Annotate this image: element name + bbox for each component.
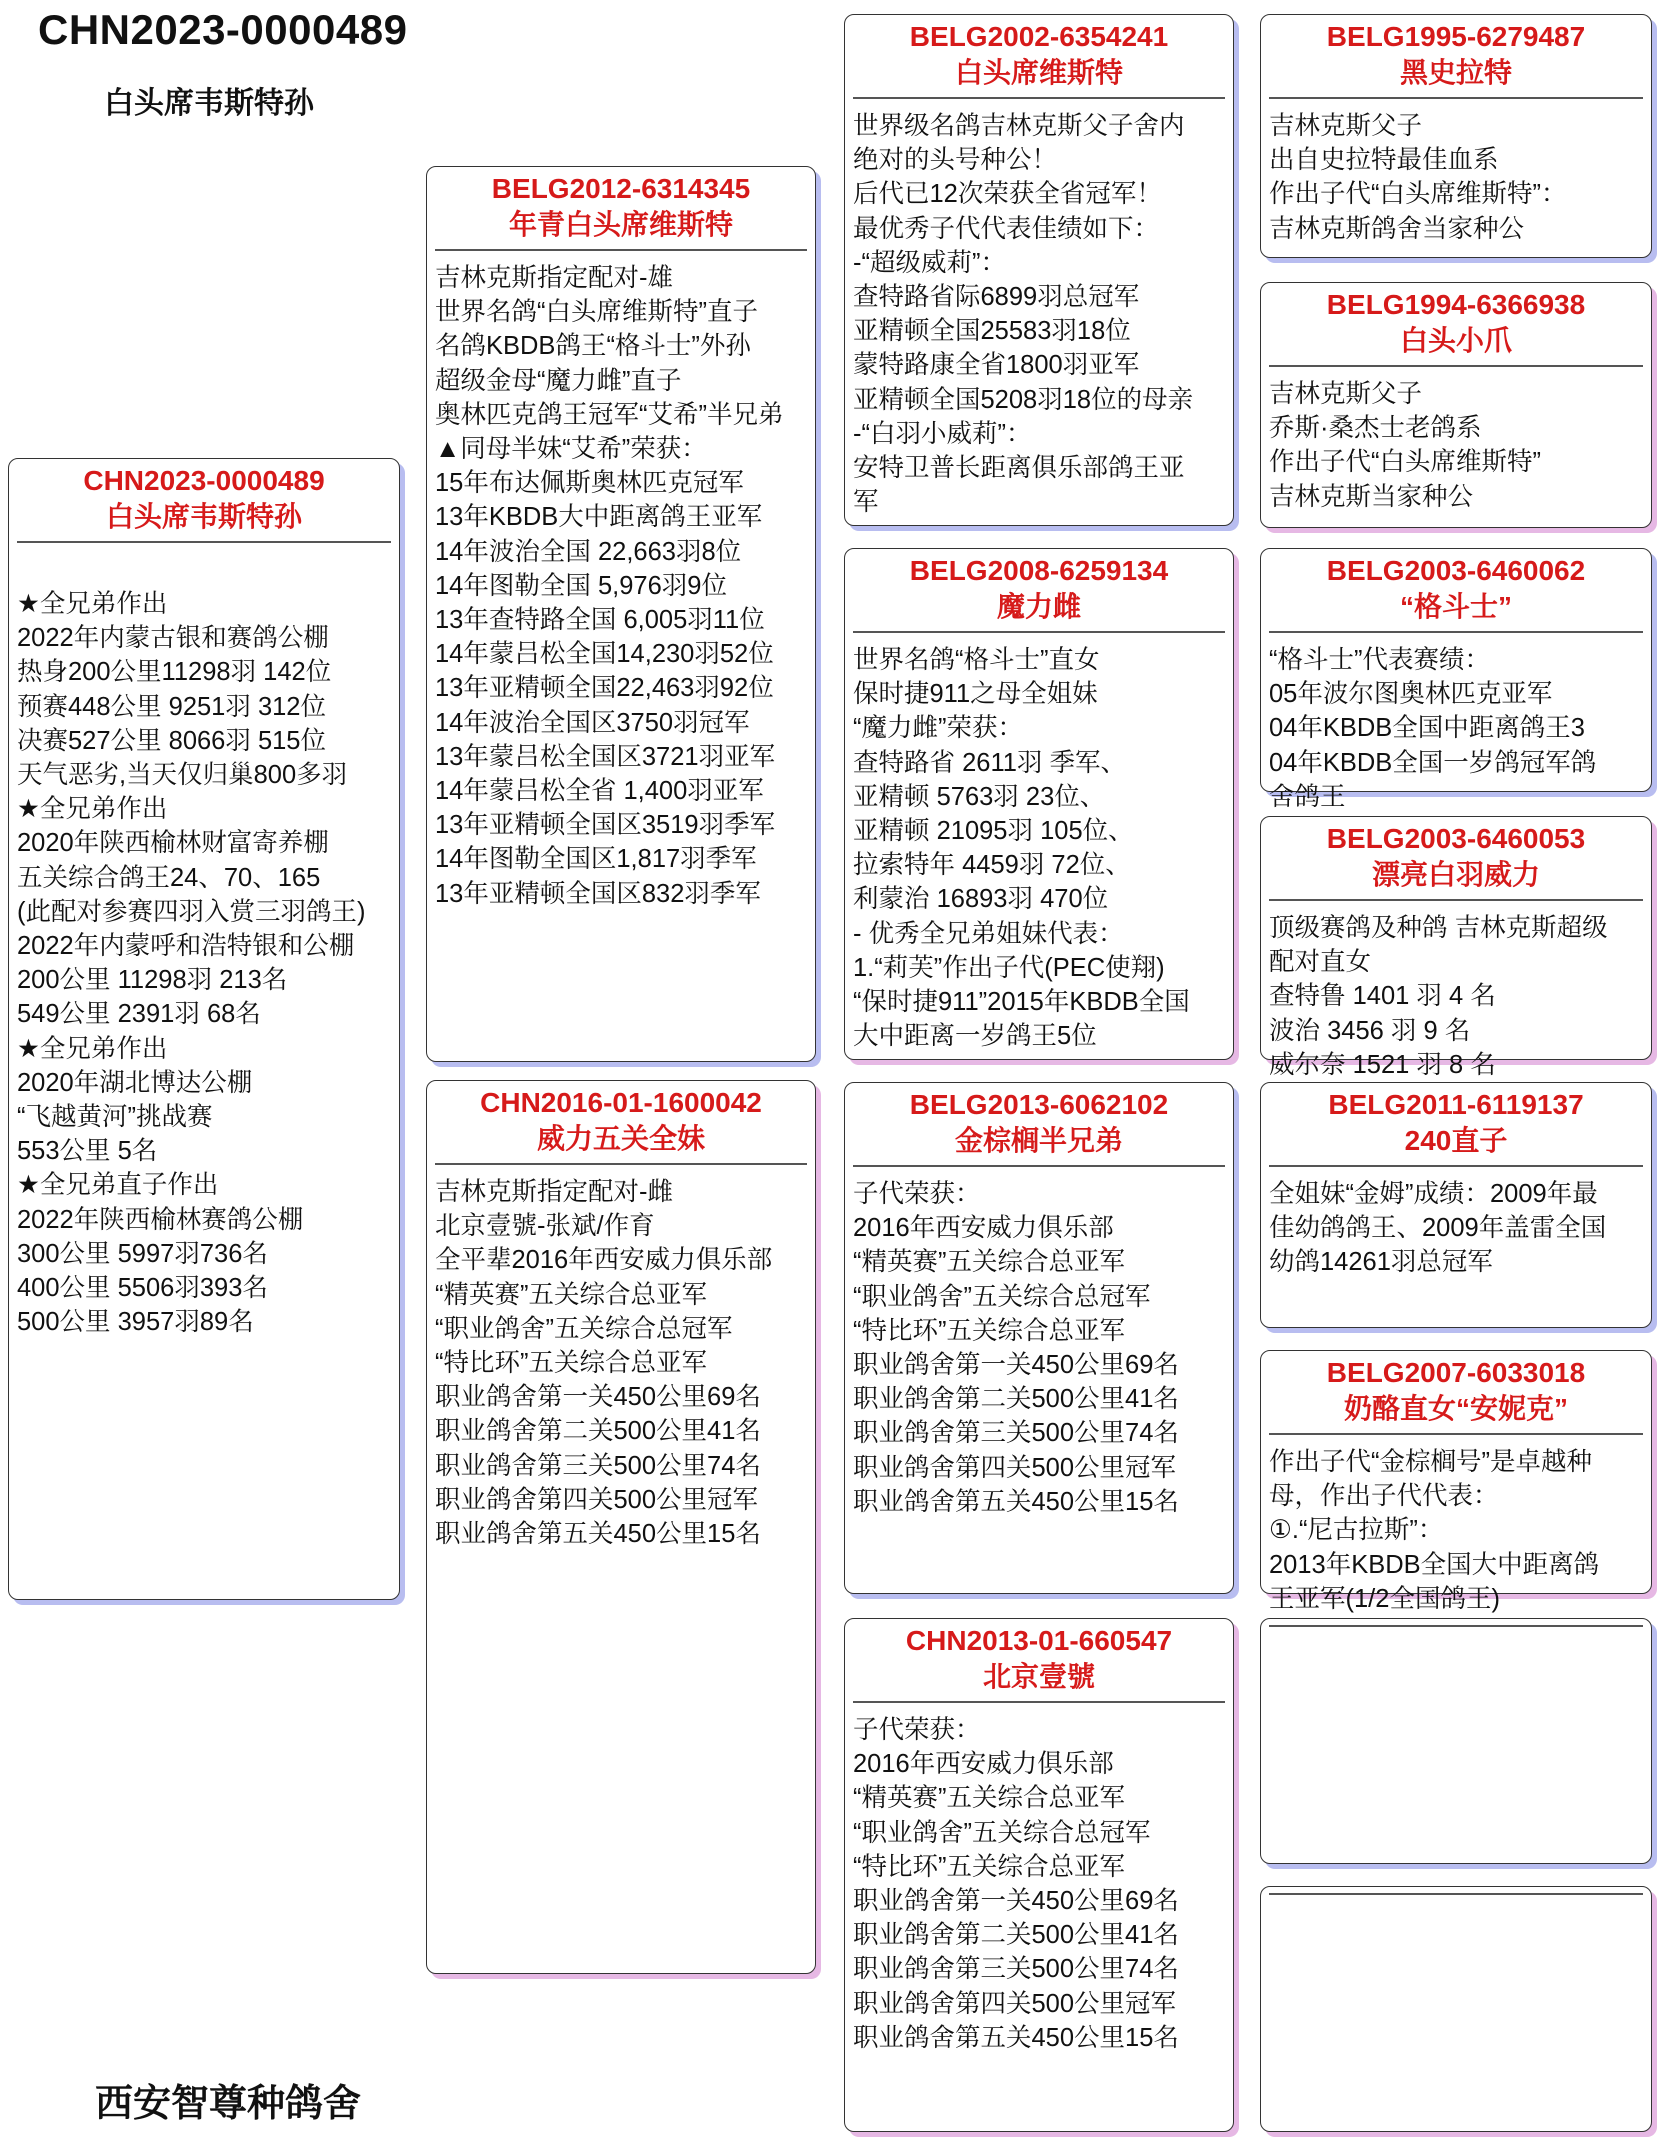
performance-notes xyxy=(9,553,399,1339)
note-line: 吉林克斯父子 xyxy=(1269,112,1423,140)
note-line: 奥林匹克鸽王冠军“艾希”半兄弟 xyxy=(435,400,784,429)
note-line: ★全兄弟作出 xyxy=(17,795,168,824)
ring-number: CHN2016-01-1600042 xyxy=(480,1087,762,1118)
note-line: 五关综合鸽王24、70、165 xyxy=(17,863,321,892)
note-line: 职业鸽舍第一关450公里69名 xyxy=(435,1383,761,1412)
ring-number: BELG2007-6033018 xyxy=(1326,1357,1586,1388)
note-line: 舍鸽王 xyxy=(1269,782,1346,811)
note-line: 吉林克斯指定配对-雄 xyxy=(435,264,673,292)
note-line: 全平辈2016年西安威力俱乐部 xyxy=(435,1246,773,1275)
note-line: 职业鸽舍第二关500公里41名 xyxy=(853,1921,1179,1950)
bird-name: 白头席韦斯特孙 xyxy=(105,501,302,532)
loft-name: 西安智尊种鸽舍 xyxy=(95,2083,362,2125)
note-line: 13年亚精顿全国22,463羽92位 xyxy=(435,674,774,703)
divider xyxy=(1269,631,1643,633)
note-line: 亚精顿全国25583羽18位 xyxy=(853,317,1131,346)
note-line: 200公里 11298羽 213名 xyxy=(17,966,288,995)
note-line: 超级金母“魔力雌”直子 xyxy=(435,366,682,395)
performance-notes xyxy=(1261,643,1651,814)
note-line: 查特路省 2611羽 季军、 xyxy=(853,748,1127,777)
note-line: 作出子代“白头席维斯特”： xyxy=(1269,180,1567,209)
note-line: 幼鸽14261羽总冠军 xyxy=(1269,1248,1493,1277)
note-line: 05年波尔图奥林匹克亚军 xyxy=(1269,680,1553,709)
note-line: “保时捷911”2015年KBDB全国 xyxy=(853,988,1190,1017)
note-line: “飞越黄河”挑战赛 xyxy=(17,1103,213,1132)
divider xyxy=(435,249,807,251)
note-line: 2020年陕西榆林财富寄养棚 xyxy=(17,829,329,858)
note-line: 职业鸽舍第五关450公里15名 xyxy=(853,2023,1179,2052)
bird-name: 240直子 xyxy=(1404,1125,1508,1156)
divider xyxy=(1269,1625,1643,1627)
bird-name: 黑史拉特 xyxy=(1399,57,1512,88)
note-line: 549公里 2391羽 68名 xyxy=(17,1000,261,1029)
performance-notes xyxy=(845,1177,1233,1519)
note-line: 利蒙治 16893羽 470位 xyxy=(853,885,1109,914)
performance-notes xyxy=(1261,1177,1651,1280)
ds-dam-card xyxy=(1260,1350,1652,1613)
note-line: 亚精顿 21095羽 105位、 xyxy=(853,817,1134,846)
note-line: 名鸽KBDB鸽王“格斗士”外孙 xyxy=(435,332,751,361)
bird-name: 北京壹號 xyxy=(982,1661,1095,1692)
note-line: 全姐妹“金姆”成绩：2009年最 xyxy=(1269,1180,1598,1208)
note-line: 2013年KBDB全国大中距离鸽 xyxy=(1269,1550,1600,1579)
dd-dam-card xyxy=(1260,1886,1652,2132)
ss-dam-card xyxy=(1260,282,1652,528)
note-line: (此配对参赛四羽入赏三羽鸽王) xyxy=(17,897,366,926)
note-line: 04年KBDB全国中距离鸽王3 xyxy=(1269,714,1585,743)
note-line: 职业鸽舍第二关500公里41名 xyxy=(435,1417,761,1446)
ring-number: BELG2012-6314345 xyxy=(491,173,751,204)
sd-dam-card xyxy=(1260,816,1652,1079)
note-line: 配对直女 xyxy=(1269,948,1372,977)
note-line: 2016年西安威力俱乐部 xyxy=(853,1214,1114,1243)
note-line: 400公里 5506羽393名 xyxy=(17,1274,268,1303)
sire-sire-card xyxy=(844,14,1234,526)
note-line: 蒙特路康全省1800羽亚军 xyxy=(853,351,1140,380)
performance-notes xyxy=(1261,377,1651,514)
note-line: 世界名鸽“白头席维斯特”直子 xyxy=(435,298,758,327)
note-line: 子代荣获： xyxy=(853,1180,981,1208)
divider xyxy=(853,97,1225,99)
note-line: 北京壹號-张斌/作育 xyxy=(435,1212,655,1241)
note-line: “职业鸽舍”五关综合总冠军 xyxy=(435,1314,733,1343)
note-line: 13年亚精顿全国区832羽季军 xyxy=(435,879,761,908)
note-line: 最优秀子代代表佳绩如下： xyxy=(853,214,1160,243)
note-line: 作出子代“金棕榈号”是卓越种 xyxy=(1269,1448,1592,1476)
note-line: 亚精顿 5763羽 23位、 xyxy=(853,782,1106,811)
note-line: “职业鸽舍”五关综合总冠军 xyxy=(853,1282,1151,1311)
note-line: 子代荣获： xyxy=(853,1716,981,1744)
note-line: 职业鸽舍第三关500公里74名 xyxy=(435,1451,761,1480)
bird-name: 白头席维斯特 xyxy=(954,57,1123,88)
performance-notes xyxy=(1261,911,1651,1082)
note-line: 保时捷911之母全姐妹 xyxy=(853,680,1098,709)
note-line: 2022年陕西榆林赛鸽公棚 xyxy=(17,1205,304,1234)
ring-number: BELG2002-6354241 xyxy=(909,21,1169,52)
divider xyxy=(1269,1893,1643,1895)
note-line: 出自史拉特最佳血系 xyxy=(1269,146,1499,175)
note-line: 14年波治全国 22,663羽8位 xyxy=(435,537,742,566)
note-line: 500公里 3957羽89名 xyxy=(17,1308,254,1337)
note-line: 13年亚精顿全国区3519羽季军 xyxy=(435,811,776,840)
note-line: 后代已12次荣获全省冠军！ xyxy=(853,180,1162,209)
ds-sire-card xyxy=(1260,1082,1652,1328)
note-line: 热身200公里11298羽 142位 xyxy=(17,658,332,687)
note-line: 职业鸽舍第四关500公里冠军 xyxy=(853,1453,1177,1482)
note-line: 13年查特路全国 6,005羽11位 xyxy=(435,606,765,635)
divider xyxy=(1269,1433,1643,1435)
note-line: 553公里 5名 xyxy=(17,1137,158,1166)
bird-name: 奶酪直女“安妮克” xyxy=(1343,1393,1568,1424)
performance-notes xyxy=(1261,109,1651,246)
note-line: 职业鸽舍第四关500公里冠军 xyxy=(435,1485,759,1514)
note-line: 王亚军(1/2全国鸽王) xyxy=(1269,1584,1500,1613)
note-line: 预赛448公里 9251羽 312位 xyxy=(17,692,326,721)
note-line xyxy=(17,553,391,587)
sire-card xyxy=(426,166,816,1062)
note-line: 2020年湖北博达公棚 xyxy=(17,1068,253,1097)
ring-number: BELG2003-6460053 xyxy=(1326,823,1586,854)
note-line: 13年蒙吕松全国区3721羽亚军 xyxy=(435,742,776,771)
dam-dam-card xyxy=(844,1618,1234,2132)
note-line: ★全兄弟作出 xyxy=(17,1034,168,1063)
bird-name: 魔力雌 xyxy=(996,591,1081,622)
note-line: 威尔奈 1521 羽 8 名 xyxy=(1269,1050,1496,1079)
note-line: 职业鸽舍第三关500公里74名 xyxy=(853,1419,1179,1448)
ring-number: BELG1994-6366938 xyxy=(1326,289,1586,320)
note-line: 查特鲁 1401 羽 4 名 xyxy=(1269,982,1496,1011)
subject-card xyxy=(8,458,400,1600)
divider xyxy=(1269,899,1643,901)
dam-sire-card xyxy=(844,1082,1234,1594)
divider xyxy=(435,1163,807,1165)
note-line: 安特卫普长距离俱乐部鸽王亚 xyxy=(853,454,1185,483)
bird-name: 年青白头席维斯特 xyxy=(508,209,733,240)
note-line: 大中距离一岁鸽王5位 xyxy=(853,1022,1097,1051)
note-line: 佳幼鸽鸽王、2009年盖雷全国 xyxy=(1269,1214,1607,1243)
ring-number: BELG2008-6259134 xyxy=(909,555,1169,586)
performance-notes xyxy=(427,1175,815,1551)
note-line: 13年KBDB大中距离鸽王亚军 xyxy=(435,503,763,532)
ring-number: BELG2011-6119137 xyxy=(1328,1089,1584,1120)
note-line: “特比环”五关综合总亚军 xyxy=(853,1852,1125,1881)
note-line: “魔力雌”荣获： xyxy=(853,714,1023,743)
note-line: ▲同母半妹“艾希”荣获： xyxy=(435,435,707,464)
note-line: 吉林克斯当家种公 xyxy=(1269,482,1474,511)
note-line: 职业鸽舍第五关450公里15名 xyxy=(435,1520,761,1549)
note-line: “特比环”五关综合总亚军 xyxy=(853,1316,1125,1345)
dam-card xyxy=(426,1080,816,1974)
note-line: 拉索特年 4459羽 72位、 xyxy=(853,851,1131,880)
divider xyxy=(1269,365,1643,367)
note-line: 2016年西安威力俱乐部 xyxy=(853,1750,1114,1779)
note-line: 吉林克斯鸽舍当家种公 xyxy=(1269,214,1525,243)
note-line: 14年图勒全国 5,976羽9位 xyxy=(435,571,727,600)
dd-sire-card xyxy=(1260,1618,1652,1864)
header-bird-name: 白头席韦斯特孙 xyxy=(104,87,314,120)
note-line: 14年蒙吕松全省 1,400羽亚军 xyxy=(435,777,764,806)
note-line: 300公里 5997羽736名 xyxy=(17,1239,268,1268)
note-line: ①.“尼古拉斯”： xyxy=(1269,1516,1444,1545)
bird-name: 白头小爪 xyxy=(1399,325,1512,356)
performance-notes xyxy=(1261,1445,1651,1616)
note-line: 吉林克斯指定配对-雌 xyxy=(435,1178,673,1206)
note-line: “精英赛”五关综合总亚军 xyxy=(853,1248,1125,1277)
note-line: “职业鸽舍”五关综合总冠军 xyxy=(853,1818,1151,1847)
performance-notes xyxy=(845,1713,1233,2055)
ss-sire-card xyxy=(1260,14,1652,258)
note-line: 绝对的头号种公！ xyxy=(853,146,1058,175)
note-line: 决赛527公里 8066羽 515位 xyxy=(17,726,326,755)
divider xyxy=(853,631,1225,633)
divider xyxy=(1269,1165,1643,1167)
note-line: 14年图勒全国区1,817羽季军 xyxy=(435,845,757,874)
note-line: 14年蒙吕松全国14,230羽52位 xyxy=(435,640,774,669)
note-line: 吉林克斯父子 xyxy=(1269,380,1423,408)
note-line: 作出子代“白头席维斯特” xyxy=(1269,448,1541,477)
sd-sire-card xyxy=(1260,548,1652,811)
note-line: “特比环”五关综合总亚军 xyxy=(435,1349,707,1378)
note-line: 世界级名鸽吉林克斯父子舍内 xyxy=(853,112,1185,140)
note-line: -“白羽小威莉”： xyxy=(853,419,1032,448)
divider xyxy=(853,1701,1225,1703)
note-line: 职业鸽舍第四关500公里冠军 xyxy=(853,1989,1177,2018)
note-line: 职业鸽舍第五关450公里15名 xyxy=(853,1487,1179,1516)
ring-number: CHN2023-0000489 xyxy=(83,465,325,496)
note-line: “精英赛”五关综合总亚军 xyxy=(853,1784,1125,1813)
divider xyxy=(1269,97,1643,99)
note-line: 04年KBDB全国一岁鸽冠军鸽 xyxy=(1269,748,1597,777)
note-line: 职业鸽舍第一关450公里69名 xyxy=(853,1351,1179,1380)
note-line: 天气恶劣,当天仅归巢800多羽 xyxy=(17,761,348,790)
note-line: 15年布达佩斯奥林匹克冠军 xyxy=(435,469,744,498)
bird-name: 金棕榈半兄弟 xyxy=(954,1125,1123,1156)
note-line: “格斗士”代表赛绩： xyxy=(1269,646,1490,674)
bird-name: 威力五关全妹 xyxy=(536,1123,705,1154)
note-line: 职业鸽舍第三关500公里74名 xyxy=(853,1955,1179,1984)
note-line: 1.“莉芙”作出子代(PEC使翔) xyxy=(853,953,1165,982)
note-line: 世界名鸽“格斗士”直女 xyxy=(853,646,1100,674)
divider xyxy=(17,541,391,543)
note-line: 职业鸽舍第一关450公里69名 xyxy=(853,1887,1179,1916)
note-line: 乔斯·桑杰士老鸽系 xyxy=(1269,414,1482,443)
header-ring-number: CHN2023-0000489 xyxy=(38,6,408,53)
note-line: -“超级威莉”： xyxy=(853,248,1006,277)
note-line: 职业鸽舍第二关500公里41名 xyxy=(853,1385,1179,1414)
ring-number: BELG1995-6279487 xyxy=(1326,21,1586,52)
performance-notes xyxy=(845,109,1233,519)
note-line: - 优秀全兄弟姐妹代表： xyxy=(853,919,1124,948)
note-line: 母，作出子代代表： xyxy=(1269,1482,1499,1511)
performance-notes xyxy=(845,643,1233,1053)
note-line: “精英赛”五关综合总亚军 xyxy=(435,1280,707,1309)
note-line: ★全兄弟作出 xyxy=(17,590,168,618)
note-line: 顶级赛鸽及种鸽 吉林克斯超级 xyxy=(1269,914,1608,942)
bird-name: 漂亮白羽威力 xyxy=(1371,859,1540,890)
note-line: 2022年内蒙呼和浩特银和公棚 xyxy=(17,932,355,961)
ring-number: CHN2013-01-660547 xyxy=(905,1625,1173,1656)
note-line: 查特路省际6899羽总冠军 xyxy=(853,283,1140,312)
note-line: 波治 3456 羽 9 名 xyxy=(1269,1016,1471,1045)
ring-number: BELG2013-6062102 xyxy=(909,1089,1169,1120)
divider xyxy=(853,1165,1225,1167)
bird-name: “格斗士” xyxy=(1399,591,1512,622)
note-line: 亚精顿全国5208羽18位的母亲 xyxy=(853,385,1194,414)
sire-dam-card xyxy=(844,548,1234,1060)
ring-number: BELG2003-6460062 xyxy=(1326,555,1586,586)
performance-notes xyxy=(427,261,815,911)
note-line: 军 xyxy=(853,488,879,517)
note-line: ★全兄弟直子作出 xyxy=(17,1171,219,1200)
note-line: 2022年内蒙古银和赛鸽公棚 xyxy=(17,624,329,653)
note-line: 14年波治全国区3750羽冠军 xyxy=(435,708,750,737)
